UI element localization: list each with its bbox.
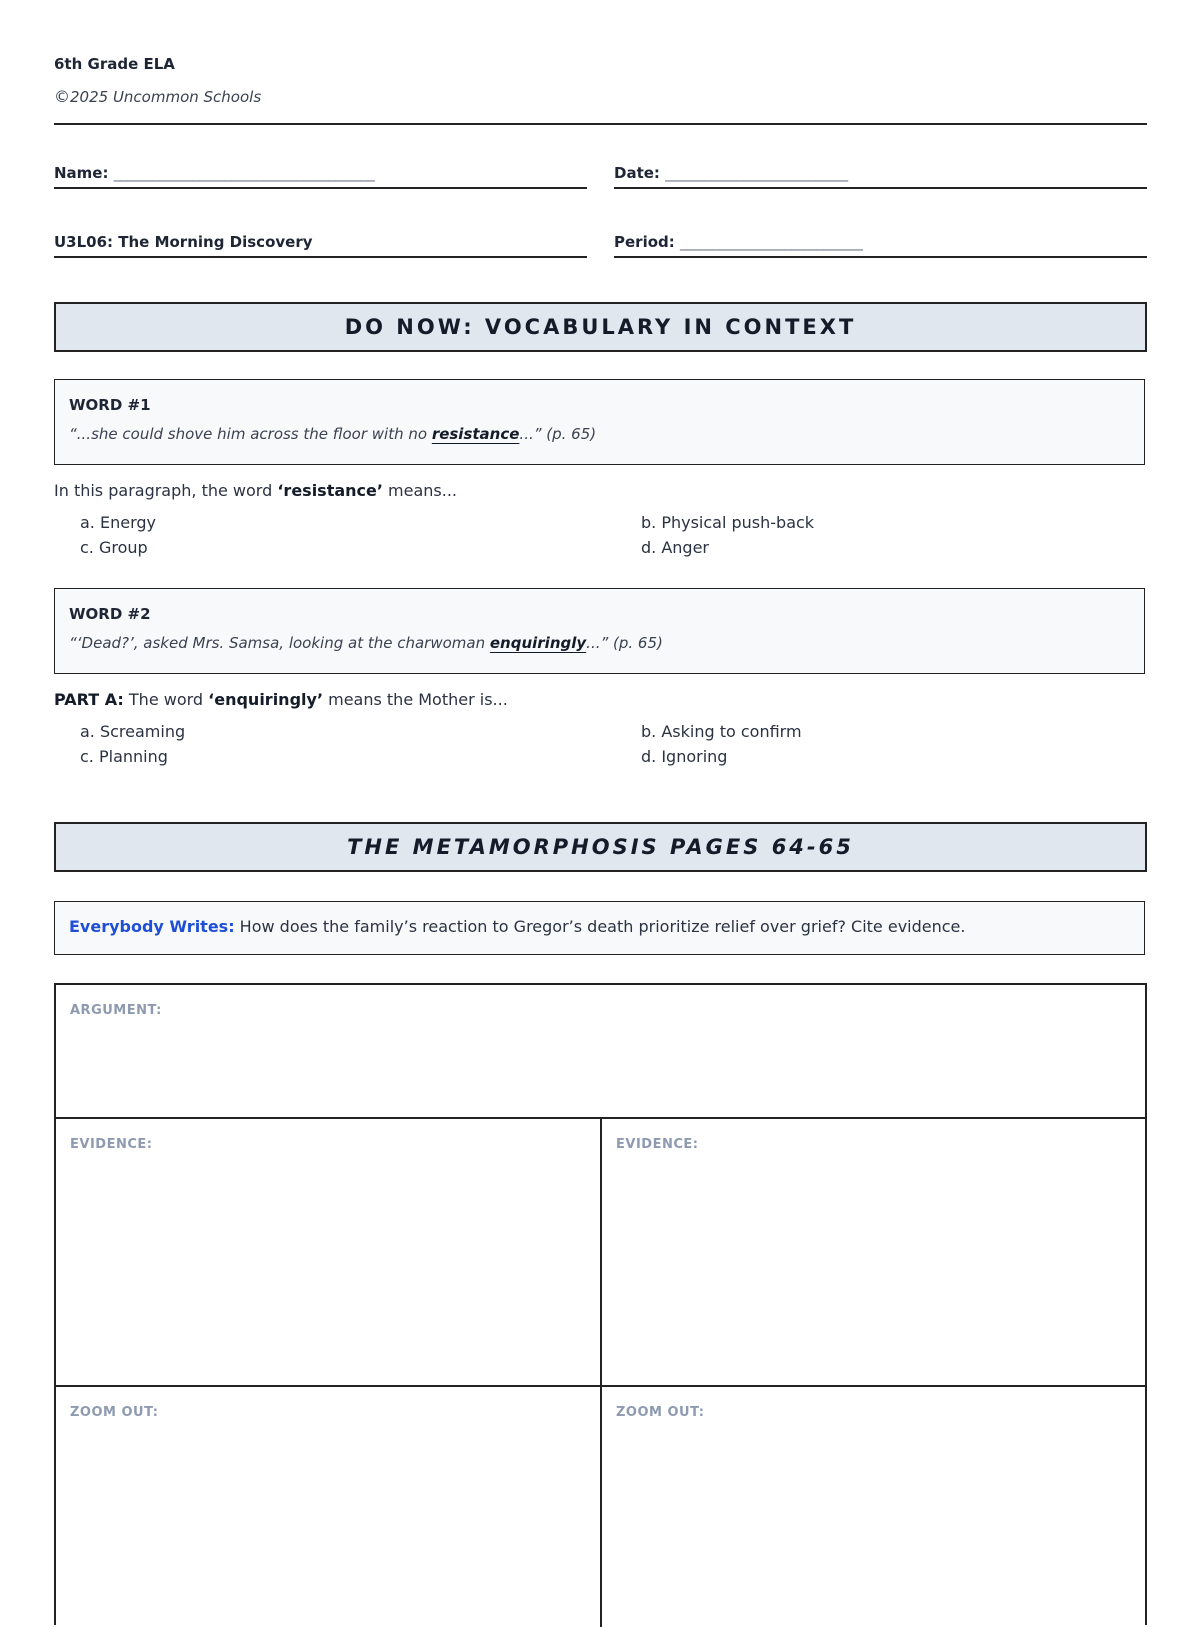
word-2-choice-d[interactable]: d. Ignoring (641, 747, 728, 766)
word-2-choice-a[interactable]: a. Screaming (80, 722, 186, 741)
argument-box[interactable] (56, 985, 1145, 1119)
name-label: Name: (54, 164, 109, 182)
quote-text: “...she could shove him across the floor with no (69, 425, 432, 443)
part-a-label: PART A: (54, 690, 124, 709)
reading-banner: THE METAMORPHOSIS PAGES 64-65 (54, 822, 1147, 872)
word-1-label: WORD #1 (69, 396, 151, 414)
word-1-choice-c[interactable]: c. Group (80, 538, 148, 557)
prompt-text: How does the family’s reaction to Gregor’s death prioritize relief over grief? Cite evidence. (234, 917, 966, 936)
word-1-choice-a[interactable]: a. Energy (80, 513, 156, 532)
zoom-out-box-2[interactable] (602, 1387, 1145, 1627)
copyright-line (54, 87, 261, 106)
course-title: 6th Grade ELA (54, 55, 175, 73)
word-2-keyword: enquiringly (489, 634, 587, 652)
zoom-out-label: ZOOM OUT: (70, 1405, 159, 1420)
everybody-writes-prompt (54, 901, 1145, 955)
evidence-label: EVIDENCE: (70, 1137, 153, 1152)
date-blank[interactable]: ____________________________ (665, 164, 848, 182)
quote-text: “‘Dead?’, asked Mrs. Samsa, looking at the charwoman (69, 634, 490, 652)
word-2-quote (69, 634, 1130, 652)
copyright-text: 2025 Uncommon Schools (70, 88, 262, 106)
question-text: In this paragraph, the word (54, 481, 278, 500)
evidence-box-2[interactable] (602, 1119, 1145, 1387)
evidence-label: EVIDENCE: (616, 1137, 699, 1152)
word-1-choice-b[interactable]: b. Physical push-back (641, 513, 815, 532)
quote-citation: ...” (p. 65) (519, 425, 597, 443)
date-field[interactable] (614, 164, 1147, 189)
question-word: ‘enquiringly’ (208, 690, 324, 709)
writing-organizer (54, 983, 1147, 1625)
word-1-box (54, 379, 1145, 465)
argument-label: ARGUMENT: (70, 1003, 162, 1018)
header-divider (54, 123, 1147, 125)
everybody-writes-label: Everybody Writes: (69, 917, 235, 936)
zoom-out-box-1[interactable] (56, 1387, 602, 1627)
word-1-keyword: resistance (431, 425, 520, 443)
question-text: The word (123, 690, 209, 709)
word-2-label: WORD #2 (69, 605, 151, 623)
copyright-icon: © (54, 87, 70, 106)
lesson-title: U3L06: The Morning Discovery (54, 233, 587, 258)
period-label: Period: (614, 233, 675, 251)
date-label: Date: (614, 164, 660, 182)
word-2-choice-b[interactable]: b. Asking to confirm (641, 722, 802, 741)
evidence-box-1[interactable] (56, 1119, 602, 1387)
zoom-out-label: ZOOM OUT: (616, 1405, 705, 1420)
word-2-choice-c[interactable]: c. Planning (80, 747, 168, 766)
period-blank[interactable]: ____________________________ (679, 233, 862, 251)
period-field[interactable] (614, 233, 1147, 258)
question-text: means the Mother is... (323, 690, 508, 709)
word-2-question (54, 690, 508, 709)
question-text: means... (382, 481, 458, 500)
word-2-box (54, 588, 1145, 674)
word-1-choice-d[interactable]: d. Anger (641, 538, 709, 557)
quote-citation: ...” (p. 65) (586, 634, 663, 652)
question-word: ‘resistance’ (277, 481, 383, 500)
word-1-quote (69, 425, 1130, 443)
do-now-banner: DO NOW: VOCABULARY IN CONTEXT (54, 302, 1147, 352)
name-blank[interactable]: ________________________________________ (113, 164, 374, 182)
name-field[interactable] (54, 164, 587, 189)
word-1-question (54, 481, 457, 500)
